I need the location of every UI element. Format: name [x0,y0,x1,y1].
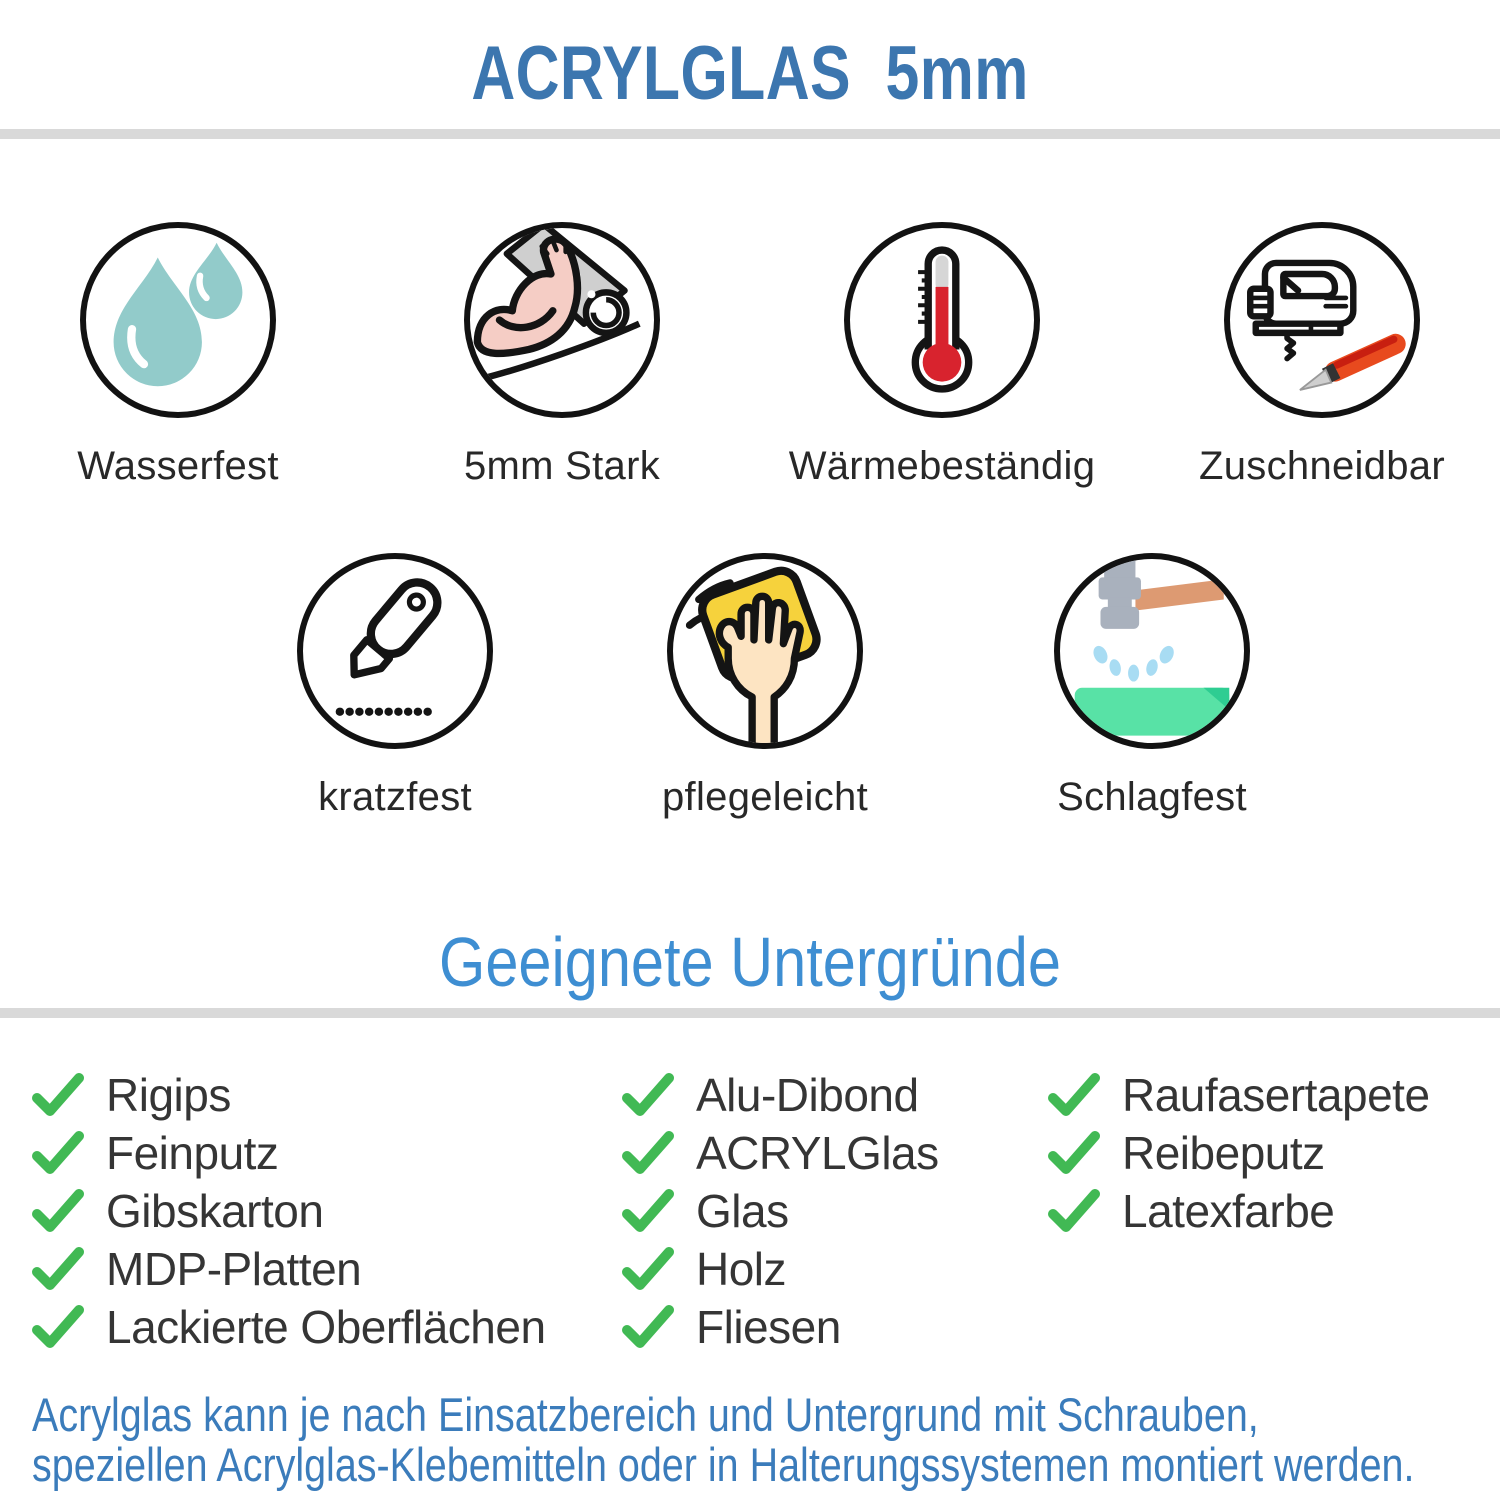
muscle-arm-roll-icon [470,228,654,412]
substrate-label: Alu-Dibond [696,1069,919,1121]
substrate-label: Feinputz [106,1127,279,1179]
list-item [622,1182,939,1240]
substrate-label: Reibeputz [1122,1127,1325,1179]
divider-bar-top [0,129,1500,139]
feature-label: Zuschneidbar [1199,444,1445,488]
checkmark-icon [32,1073,84,1117]
checkmark-icon [32,1189,84,1233]
list-item [32,1066,546,1124]
substrate-label: Holz [696,1243,787,1295]
substrate-label: Glas [696,1185,789,1237]
feature-kratzfest [205,553,585,820]
feature-schlagfest [962,553,1342,820]
substrate-label: Latexfarbe [1122,1185,1335,1237]
substrate-label: Lackierte Oberflächen [106,1301,546,1353]
hammer-impact-icon [1060,559,1244,743]
substrate-label: Fliesen [696,1301,841,1353]
substrate-label: ACRYLGlas [696,1127,939,1179]
checkmark-icon [32,1247,84,1291]
divider-bar-bottom [0,1008,1500,1018]
checkmark-icon [1048,1189,1100,1233]
checkmark-icon [622,1247,674,1291]
list-item [32,1124,546,1182]
checkmark-icon [622,1073,674,1117]
feature-label: Schlagfest [1057,775,1247,819]
feature-label: Wärmebeständig [788,444,1096,488]
footer-line-1: Acrylglas kann je nach Einsatzbereich und Untergrund mit Schrauben, [32,1388,1259,1441]
list-item [32,1298,546,1356]
thermometer-icon [850,228,1034,412]
list-item [622,1124,939,1182]
list-item [32,1240,546,1298]
substrates-column-3 [1048,1066,1430,1240]
substrate-label: MDP-Platten [106,1243,362,1295]
checkmark-icon [622,1131,674,1175]
list-item [1048,1066,1430,1124]
water-drops-icon [86,228,270,412]
footer-line-2: speziellen Acrylglas-Klebemitteln oder in Halterungssystemen montiert werden. [32,1438,1415,1491]
feature-label: kratzfest [318,775,472,819]
list-item [622,1298,939,1356]
list-item [32,1182,546,1240]
thermometer-icon [844,222,1040,418]
feature-label: Wasserfest [77,444,279,488]
hammer-impact-icon [1054,553,1250,749]
substrate-label: Rigips [106,1069,231,1121]
water-drops-icon [80,222,276,418]
feature-wasserfest [0,222,368,489]
checkmark-icon [32,1305,84,1349]
cleaning-hand-cloth-icon [673,559,857,743]
feature-waermebestaendig [752,222,1132,489]
footer-note [32,1390,1414,1490]
feature-zuschneidbar [1132,222,1500,489]
feature-label: 5mm Stark [463,444,661,488]
substrates-column-2 [622,1066,939,1356]
section-title-untergruende: Geeignete Untergründe [439,923,1061,1001]
checkmark-icon [1048,1131,1100,1175]
list-item [622,1240,939,1298]
substrates-column-1 [32,1066,546,1356]
list-item [1048,1124,1430,1182]
checkmark-icon [622,1189,674,1233]
list-item [622,1066,939,1124]
page-title: ACRYLGLAS 5mm [471,31,1029,116]
checkmark-icon [622,1305,674,1349]
list-item [1048,1182,1430,1240]
cleaning-hand-cloth-icon [667,553,863,749]
jigsaw-cutter-icon [1224,222,1420,418]
jigsaw-cutter-icon [1230,228,1414,412]
muscle-arm-roll-icon [464,222,660,418]
feature-5mm-stark [372,222,752,489]
substrate-label: Raufasertapete [1122,1069,1430,1121]
utility-knife-icon [297,553,493,749]
checkmark-icon [32,1131,84,1175]
checkmark-icon [1048,1073,1100,1117]
substrate-label: Gibskarton [106,1185,324,1237]
feature-pflegeleicht [575,553,955,820]
utility-knife-icon [303,559,487,743]
feature-label: pflegeleicht [662,775,868,819]
